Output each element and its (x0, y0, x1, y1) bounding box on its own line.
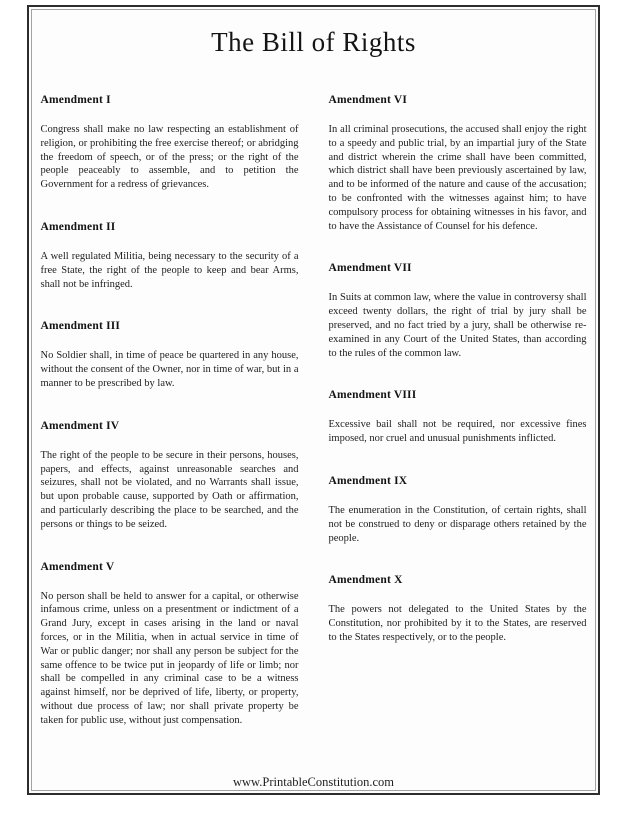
amendment-3-heading: Amendment III (40, 320, 121, 333)
amendment-5-section (41, 561, 299, 728)
amendment-7-section (329, 262, 587, 360)
amendment-2-body: A well regulated Militia, being necessary to the security of a free State, the right of the people to keep and bear Arms, shall not be infringed. (40, 250, 299, 290)
amendment-7-body: In Suits at common law, where the value in controversy shall exceed twenty dollars, the right of trial by jury shall be preserved, and no fact tried by a jury, shall be otherwise re-examined in any Court of the United States, than according to the rules of the common law. (328, 292, 587, 359)
amendment-8-heading: Amendment VIII (328, 389, 417, 402)
page-footer (32, 775, 595, 789)
right-column (329, 94, 587, 728)
amendment-2-heading: Amendment II (40, 220, 116, 233)
amendment-2-section (41, 221, 299, 291)
amendment-9-heading: Amendment IX (328, 474, 408, 487)
amendment-1-body: Congress shall make no law respecting an establishment of religion, or prohibiting the free exercise thereof; or abridging the freedom of speech, or of the press; or the right of the people peaceably to assemble, and to petition the Government for a redress of grievances. (40, 124, 299, 191)
document-page (32, 10, 595, 790)
amendment-3-body: No Soldier shall, in time of peace be quartered in any house, without the consent of the Owner, nor in time of war, but in a manner to be prescribed by law. (40, 350, 299, 389)
amendment-3-section (41, 320, 299, 390)
two-column-layout (32, 94, 595, 728)
amendment-10-body: The powers not delegated to the United States by the Constitution, nor prohibited by it to the States, are reserved to the States respectively, or to the people. (328, 604, 587, 643)
footer-url-link[interactable]: www.PrintableConstitution.com (233, 775, 394, 789)
amendment-5-body: No person shall be held to answer for a capital, or otherwise infamous crime, unless on a presentment or indictment of a Grand Jury, except in cases arising in the land or naval forces, or in the Militia, when in actual service in time of War or public danger; nor shall any person be subject for the same offence to be twice put in jeopardy of life or limb; nor shall be compelled in any criminal case to be a witness against himself, nor be deprived of life, liberty, or property, without due process of law; nor shall private property be taken for public use, without just compensation. (40, 590, 299, 726)
amendment-6-body: In all criminal prosecutions, the accused shall enjoy the right to a speedy and public trial, by an impartial jury of the State and district wherein the crime shall have been committed, which district shall have been previously ascertained by law, and to be informed of the nature and cause of the accusation; to be confronted with the witnesses against him; to have compulsory process for obtaining witnesses in his favor, and to have the Assistance of Counsel for his defence. (328, 124, 587, 232)
amendment-8-section (329, 389, 587, 446)
amendment-6-heading: Amendment VI (328, 94, 408, 106)
amendment-1-heading: Amendment I (40, 94, 111, 106)
amendment-7-heading: Amendment VII (328, 262, 412, 275)
left-column (41, 94, 299, 728)
amendment-8-body: Excessive bail shall not be required, nor excessive fines imposed, nor cruel and unusual punishments inflicted. (328, 419, 587, 445)
amendment-9-body: The enumeration in the Constitution, of certain rights, shall not be construed to deny or disparage others retained by the people. (328, 504, 587, 544)
amendment-4-body: The right of the people to be secure in their persons, houses, papers, and effects, against unreasonable searches and seizures, shall not be violated, and no Warrants shall issue, but upon probable cause, supported by Oath or affirmation, and particularly describing the place to be searched, and the persons or things to be seized. (40, 449, 299, 530)
amendment-6-section (329, 94, 587, 233)
amendment-1-section (41, 94, 299, 192)
page-title: The Bill of Rights (211, 27, 416, 57)
page-border-inner (31, 9, 596, 791)
amendment-4-heading: Amendment IV (40, 419, 120, 432)
amendment-9-section (329, 475, 587, 545)
amendment-5-heading: Amendment V (40, 560, 115, 573)
amendment-10-heading: Amendment X (328, 574, 403, 587)
amendment-10-section (329, 574, 587, 644)
page-border-outer (27, 5, 600, 795)
amendment-4-section (41, 420, 299, 532)
